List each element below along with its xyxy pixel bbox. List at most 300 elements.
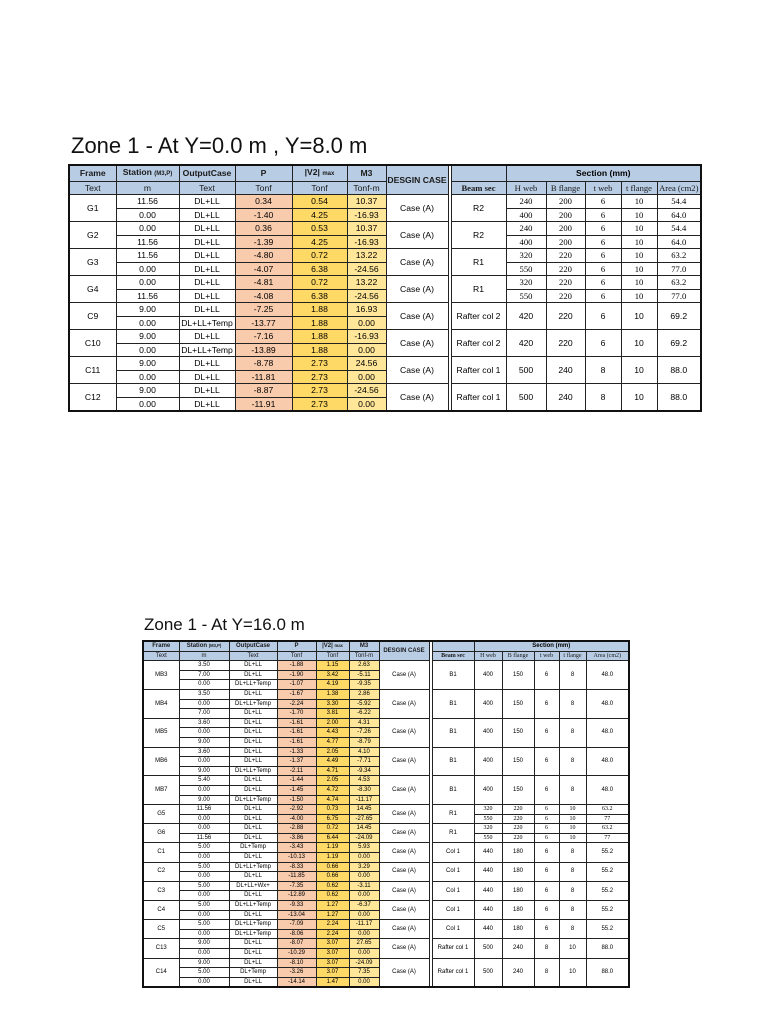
area-cell: 88.0	[586, 939, 629, 958]
m3-cell: 14.45	[349, 824, 379, 834]
h-web-cell: 440	[474, 901, 502, 920]
table-row	[69, 276, 701, 290]
table-row	[143, 862, 629, 872]
p-cell: -7.25	[235, 303, 292, 317]
t-flange-cell: 10	[621, 262, 657, 276]
station-cell: 0.00	[179, 699, 229, 709]
t-flange-cell: 8	[559, 881, 586, 900]
t-web-cell: 6	[585, 249, 621, 263]
v2-cell: 3.42	[316, 670, 349, 680]
b-flange-cell: 180	[502, 843, 534, 862]
v2-cell: 4.71	[316, 766, 349, 776]
h-web-cell: 440	[474, 843, 502, 862]
output-case-cell: DL+LL	[179, 370, 235, 384]
p-cell: -11.85	[277, 872, 316, 882]
p-cell: -8.78	[235, 357, 292, 371]
station-cell: 0.00	[116, 397, 179, 411]
t-web-cell: 6	[534, 689, 559, 718]
v2-cell: 0.72	[316, 824, 349, 834]
frame-cell: C11	[69, 357, 116, 384]
unit-station: m	[116, 181, 179, 195]
t-flange-cell: 10	[621, 235, 657, 249]
t-web-cell: 6	[534, 776, 559, 805]
v2-cell: 1.47	[316, 977, 349, 987]
table-row	[143, 881, 629, 891]
area-cell: 48.0	[586, 661, 629, 690]
m3-cell: -5.11	[349, 670, 379, 680]
station-cell: 0.00	[179, 785, 229, 795]
t-flange-cell: 8	[559, 661, 586, 690]
station-cell: 11.56	[116, 249, 179, 263]
frame-cell: C5	[143, 920, 179, 939]
output-case-cell: DL+LL	[229, 670, 277, 680]
b-flange-cell: 220	[502, 805, 534, 815]
t-web-cell: 6	[585, 276, 621, 290]
output-case-cell: DL+Temp	[229, 843, 277, 853]
beam-sec-cell: Rafter col 1	[451, 384, 506, 412]
v2-cell: 1.88	[292, 330, 347, 344]
table-row	[143, 920, 629, 930]
b-flange-cell: 220	[502, 814, 534, 824]
header-section: Section (mm)	[506, 165, 701, 181]
t-web-cell: 6	[534, 661, 559, 690]
station-cell: 9.00	[116, 330, 179, 344]
output-case-cell: DL+LL	[229, 833, 277, 843]
area-cell: 48.0	[586, 747, 629, 776]
header-beam-sec: Beam sec	[451, 181, 506, 195]
output-case-cell: DL+LL	[229, 737, 277, 747]
v2-cell: 0.53	[292, 222, 347, 236]
h-web-cell: 550	[506, 262, 546, 276]
p-cell: -3.26	[277, 968, 316, 978]
t-web-cell: 6	[585, 208, 621, 222]
t-flange-cell: 8	[559, 718, 586, 747]
header-v2	[316, 641, 349, 651]
frame-cell: MB3	[143, 661, 179, 690]
header-t-flange: t flange	[559, 651, 586, 661]
p-cell: -3.43	[277, 843, 316, 853]
p-cell: -1.44	[277, 776, 316, 786]
frame-cell: C10	[69, 330, 116, 357]
beam-sec-cell: Col 1	[432, 920, 474, 939]
header-section-blank	[451, 165, 506, 181]
beam-sec-cell: R1	[451, 249, 506, 276]
unit-frame: Text	[143, 651, 179, 661]
area-cell: 48.0	[586, 776, 629, 805]
beam-sec-cell: Col 1	[432, 881, 474, 900]
v2-cell: 0.54	[292, 195, 347, 209]
header-h-web: H web	[506, 181, 546, 195]
station-cell: 0.00	[179, 814, 229, 824]
frame-cell: C3	[143, 881, 179, 900]
m3-cell: 2.86	[349, 689, 379, 699]
t-flange-cell: 10	[621, 195, 657, 209]
station-cell: 5.40	[179, 776, 229, 786]
unit-v2: Tonf	[292, 181, 347, 195]
m3-cell: 0.00	[349, 977, 379, 987]
v2-cell: 3.07	[316, 949, 349, 959]
t-flange-cell: 10	[621, 208, 657, 222]
output-case-cell: DL+LL	[229, 958, 277, 968]
h-web-cell: 420	[506, 303, 546, 330]
area-cell: 63.2	[657, 276, 701, 290]
p-cell: -8.87	[235, 384, 292, 398]
header-v2-label: |V2|	[322, 643, 333, 649]
p-cell: -8.33	[277, 862, 316, 872]
t-web-cell: 6	[534, 805, 559, 815]
p-cell: -11.91	[235, 397, 292, 411]
m3-cell: -16.93	[347, 208, 386, 222]
v2-cell: 4.19	[316, 680, 349, 690]
beam-sec-cell: Rafter col 1	[451, 357, 506, 384]
h-web-cell: 320	[506, 249, 546, 263]
header-station	[116, 165, 179, 181]
table-row	[143, 939, 629, 949]
area-cell: 88.0	[586, 958, 629, 987]
unit-output-case: Text	[179, 181, 235, 195]
station-cell: 7.00	[179, 670, 229, 680]
t-flange-cell: 8	[559, 920, 586, 939]
output-case-cell: DL+LL	[179, 235, 235, 249]
p-cell: -4.80	[235, 249, 292, 263]
design-case-cell: Case (A)	[386, 249, 448, 276]
output-case-cell: DL+LL	[179, 195, 235, 209]
p-cell: -13.77	[235, 316, 292, 330]
table-row	[143, 901, 629, 911]
area-cell: 54.4	[657, 195, 701, 209]
v2-cell: 1.88	[292, 303, 347, 317]
m3-cell: -11.17	[349, 920, 379, 930]
p-cell: -1.61	[277, 737, 316, 747]
station-cell: 11.56	[116, 289, 179, 303]
t-flange-cell: 8	[559, 843, 586, 862]
output-case-cell: DL+LL	[179, 249, 235, 263]
header-v2	[292, 165, 347, 181]
m3-cell: 10.37	[347, 222, 386, 236]
header-design-case: DESGIN CASE	[379, 641, 429, 661]
station-cell: 0.00	[179, 977, 229, 987]
t-web-cell: 6	[534, 718, 559, 747]
beam-sec-cell: B1	[432, 718, 474, 747]
v2-cell: 0.66	[316, 862, 349, 872]
station-cell: 7.00	[179, 709, 229, 719]
station-cell: 0.00	[179, 728, 229, 738]
design-case-cell: Case (A)	[386, 195, 448, 222]
v2-cell: 3.07	[316, 939, 349, 949]
m3-cell: 5.93	[349, 843, 379, 853]
h-web-cell: 400	[474, 718, 502, 747]
t-flange-cell: 10	[559, 958, 586, 987]
area-cell: 64.0	[657, 235, 701, 249]
p-cell: -10.29	[277, 949, 316, 959]
area-cell: 69.2	[657, 330, 701, 357]
design-case-cell: Case (A)	[379, 958, 429, 987]
output-case-cell: DL+LL	[229, 910, 277, 920]
p-cell: 0.34	[235, 195, 292, 209]
t-flange-cell: 8	[559, 689, 586, 718]
m3-cell: 0.00	[347, 343, 386, 357]
station-cell: 0.00	[179, 757, 229, 767]
output-case-cell: DL+LL+Wx+	[229, 881, 277, 891]
station-cell: 0.00	[116, 208, 179, 222]
m3-cell: -7.71	[349, 757, 379, 767]
t-flange-cell: 8	[559, 776, 586, 805]
v2-cell: 2.73	[292, 397, 347, 411]
output-case-cell: DL+LL	[179, 303, 235, 317]
header-t-web: t web	[585, 181, 621, 195]
area-cell: 63.2	[586, 824, 629, 834]
p-cell: -4.00	[277, 814, 316, 824]
output-case-cell: DL+LL	[229, 805, 277, 815]
m3-cell: 24.56	[347, 357, 386, 371]
p-cell: -2.11	[277, 766, 316, 776]
m3-cell: 0.00	[349, 949, 379, 959]
v2-cell: 2.05	[316, 747, 349, 757]
frame-cell: G3	[69, 249, 116, 276]
unit-station: m	[179, 651, 229, 661]
output-case-cell: DL+LL+Temp	[229, 862, 277, 872]
table-row	[69, 357, 701, 371]
h-web-cell: 440	[474, 862, 502, 881]
output-case-cell: DL+LL+Temp	[229, 795, 277, 805]
p-cell: -13.89	[235, 343, 292, 357]
b-flange-cell: 180	[502, 881, 534, 900]
v2-cell: 1.19	[316, 853, 349, 863]
output-case-cell: DL+LL	[179, 384, 235, 398]
design-case-cell: Case (A)	[379, 718, 429, 747]
station-cell: 5.00	[179, 901, 229, 911]
area-cell: 55.2	[586, 862, 629, 881]
b-flange-cell: 150	[502, 776, 534, 805]
design-case-cell: Case (A)	[386, 222, 448, 249]
v2-cell: 0.73	[316, 805, 349, 815]
frame-cell: G6	[143, 824, 179, 843]
design-case-cell: Case (A)	[386, 276, 448, 303]
t-web-cell: 6	[534, 747, 559, 776]
table-row	[69, 303, 701, 317]
v2-cell: 1.15	[316, 661, 349, 671]
area-cell: 88.0	[657, 384, 701, 412]
frame-cell: MB7	[143, 776, 179, 805]
header-area: Area (cm2)	[586, 651, 629, 661]
m3-cell: -27.65	[349, 814, 379, 824]
v2-cell: 6.38	[292, 289, 347, 303]
p-cell: -1.33	[277, 747, 316, 757]
m3-cell: 0.00	[347, 316, 386, 330]
station-cell: 0.00	[116, 343, 179, 357]
output-case-cell: DL+LL	[229, 747, 277, 757]
header-v2-sub: max	[334, 643, 343, 648]
output-case-cell: DL+LL	[179, 397, 235, 411]
b-flange-cell: 220	[546, 249, 585, 263]
table-row	[69, 330, 701, 344]
station-cell: 0.00	[179, 891, 229, 901]
p-cell: -1.67	[277, 689, 316, 699]
design-case-cell: Case (A)	[379, 881, 429, 900]
m3-cell: 4.10	[349, 747, 379, 757]
header-h-web: H web	[474, 651, 502, 661]
m3-cell: 0.00	[349, 910, 379, 920]
t-web-cell: 6	[585, 262, 621, 276]
frame-cell: MB6	[143, 747, 179, 776]
design-case-cell: Case (A)	[379, 747, 429, 776]
h-web-cell: 440	[474, 920, 502, 939]
table-row	[69, 262, 701, 276]
v2-cell: 2.73	[292, 357, 347, 371]
beam-sec-cell: Rafter col 1	[432, 939, 474, 958]
table-row	[143, 718, 629, 728]
design-case-cell: Case (A)	[379, 824, 429, 843]
p-cell: -2.88	[277, 824, 316, 834]
station-cell: 3.50	[179, 689, 229, 699]
header-t-web: t web	[534, 651, 559, 661]
unit-frame: Text	[69, 181, 116, 195]
header-v2-label: |V2|	[304, 167, 320, 177]
design-case-cell: Case (A)	[379, 843, 429, 862]
m3-cell: 0.00	[347, 397, 386, 411]
station-cell: 0.00	[179, 824, 229, 834]
p-cell: -9.33	[277, 901, 316, 911]
t-web-cell: 8	[585, 357, 621, 384]
header-station-sub: (M3,P)	[208, 643, 222, 648]
frame-cell: C9	[69, 303, 116, 330]
b-flange-cell: 200	[546, 195, 585, 209]
design-case-cell: Case (A)	[379, 661, 429, 690]
frame-cell: G5	[143, 805, 179, 824]
table-row	[69, 289, 701, 303]
b-flange-cell: 180	[502, 901, 534, 920]
p-cell: -7.09	[277, 920, 316, 930]
p-cell: -2.92	[277, 805, 316, 815]
t-flange-cell: 8	[559, 747, 586, 776]
header-area: Area (cm2)	[657, 181, 701, 195]
station-cell: 5.00	[179, 968, 229, 978]
area-cell: 54.4	[657, 222, 701, 236]
output-case-cell: DL+LL+Temp	[229, 920, 277, 930]
station-cell: 0.00	[116, 222, 179, 236]
h-web-cell: 400	[474, 776, 502, 805]
output-case-cell: DL+LL	[229, 728, 277, 738]
b-flange-cell: 200	[546, 235, 585, 249]
b-flange-cell: 220	[546, 276, 585, 290]
zone1-table	[68, 164, 702, 412]
station-cell: 5.00	[179, 920, 229, 930]
header-t-flange: t flange	[621, 181, 657, 195]
t-web-cell: 6	[534, 901, 559, 920]
output-case-cell: DL+LL	[229, 939, 277, 949]
t-web-cell: 6	[534, 862, 559, 881]
header-section: Section (mm)	[474, 641, 629, 651]
frame-cell: C14	[143, 958, 179, 987]
station-cell: 0.00	[116, 262, 179, 276]
area-cell: 69.2	[657, 303, 701, 330]
frame-cell: C2	[143, 862, 179, 881]
v2-cell: 1.27	[316, 910, 349, 920]
v2-cell: 4.74	[316, 795, 349, 805]
v2-cell: 2.24	[316, 929, 349, 939]
t-flange-cell: 8	[559, 901, 586, 920]
table-row	[69, 208, 701, 222]
t-flange-cell: 10	[559, 805, 586, 815]
v2-cell: 0.72	[292, 249, 347, 263]
m3-cell: 13.22	[347, 249, 386, 263]
unit-p: Tonf	[235, 181, 292, 195]
header-station	[179, 641, 229, 651]
t-flange-cell: 10	[621, 222, 657, 236]
output-case-cell: DL+LL	[179, 330, 235, 344]
header-b-flange: B flange	[546, 181, 585, 195]
p-cell: -1.45	[277, 785, 316, 795]
station-cell: 9.00	[116, 384, 179, 398]
m3-cell: -24.09	[349, 833, 379, 843]
station-cell: 9.00	[179, 939, 229, 949]
table-row	[143, 824, 629, 834]
t-web-cell: 6	[585, 330, 621, 357]
h-web-cell: 240	[506, 222, 546, 236]
t-web-cell: 6	[534, 833, 559, 843]
b-flange-cell: 150	[502, 718, 534, 747]
h-web-cell: 400	[474, 747, 502, 776]
v2-cell: 6.75	[316, 814, 349, 824]
frame-cell: G2	[69, 222, 116, 249]
m3-cell: 7.35	[349, 968, 379, 978]
v2-cell: 1.27	[316, 901, 349, 911]
t-flange-cell: 10	[621, 289, 657, 303]
beam-sec-cell: R1	[432, 824, 474, 843]
v2-cell: 2.24	[316, 920, 349, 930]
t-flange-cell: 10	[621, 357, 657, 384]
output-case-cell: DL+LL+Temp	[179, 343, 235, 357]
header-p: P	[277, 641, 316, 651]
v2-cell: 3.07	[316, 968, 349, 978]
m3-cell: -11.17	[349, 795, 379, 805]
h-web-cell: 420	[506, 330, 546, 357]
m3-cell: 0.00	[347, 370, 386, 384]
station-cell: 0.00	[116, 316, 179, 330]
beam-sec-cell: Col 1	[432, 862, 474, 881]
area-cell: 77	[586, 833, 629, 843]
station-cell: 0.00	[116, 276, 179, 290]
h-web-cell: 400	[506, 208, 546, 222]
station-cell: 0.00	[179, 949, 229, 959]
p-cell: -4.08	[235, 289, 292, 303]
station-cell: 5.00	[179, 843, 229, 853]
h-web-cell: 500	[506, 384, 546, 412]
output-case-cell: DL+LL	[229, 949, 277, 959]
table-row	[143, 747, 629, 757]
b-flange-cell: 220	[546, 289, 585, 303]
t-flange-cell: 8	[559, 862, 586, 881]
t-flange-cell: 10	[621, 276, 657, 290]
v2-cell: 0.62	[316, 891, 349, 901]
p-cell: -1.40	[235, 208, 292, 222]
b-flange-cell: 220	[546, 262, 585, 276]
table-row	[143, 843, 629, 853]
design-case-cell: Case (A)	[379, 689, 429, 718]
frame-cell: G1	[69, 195, 116, 222]
b-flange-cell: 150	[502, 689, 534, 718]
p-cell: -1.88	[277, 661, 316, 671]
station-cell: 11.56	[116, 235, 179, 249]
station-cell: 9.00	[179, 795, 229, 805]
h-web-cell: 550	[474, 814, 502, 824]
header-output-case: OutputCase	[179, 165, 235, 181]
station-cell: 9.00	[179, 958, 229, 968]
design-case-cell: Case (A)	[379, 776, 429, 805]
frame-cell: MB4	[143, 689, 179, 718]
m3-cell: -7.26	[349, 728, 379, 738]
beam-sec-cell: Rafter col 2	[451, 303, 506, 330]
